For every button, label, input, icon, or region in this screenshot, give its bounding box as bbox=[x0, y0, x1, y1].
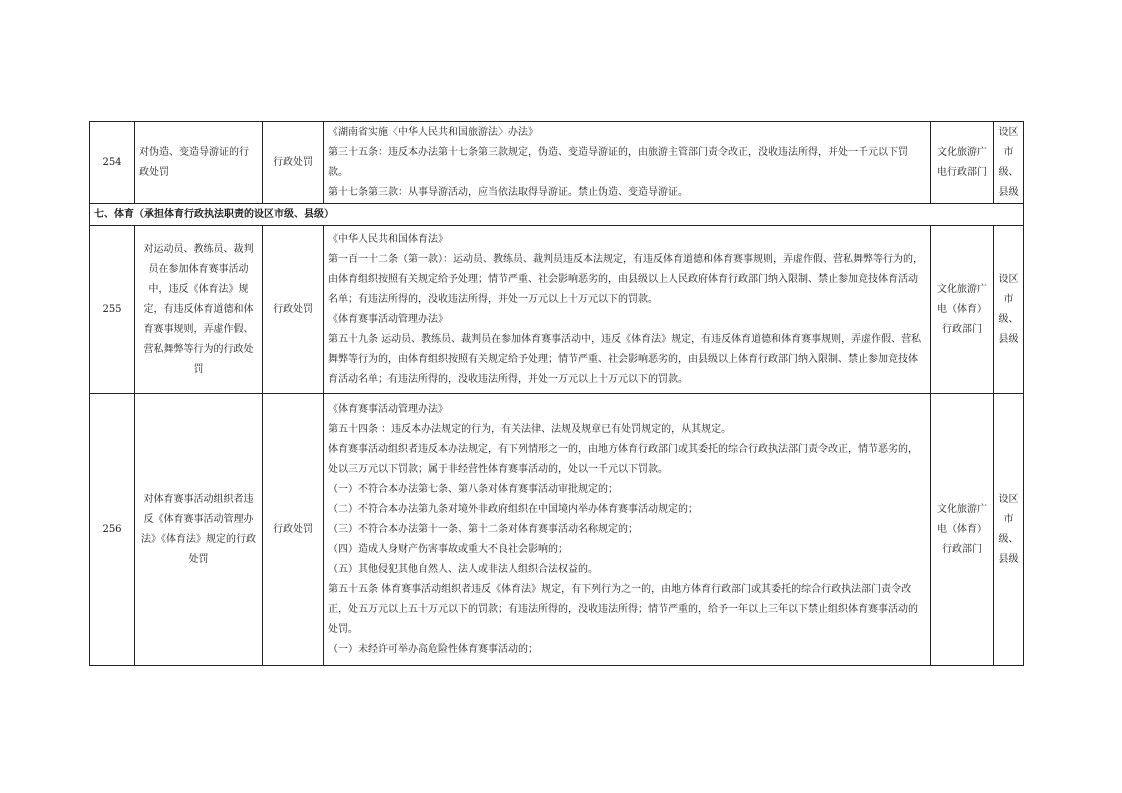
table-row bbox=[90, 122, 1024, 204]
jurisdiction-level: 设区市级、县级 bbox=[994, 226, 1024, 394]
penalty-item: 对体育赛事活动组织者违反《体育赛事活动管理办法》《体育法》规定的行政处罚 bbox=[135, 394, 263, 666]
basis-paragraph: 《体育赛事活动管理办法》 bbox=[328, 403, 448, 415]
basis-paragraph: （五）其他侵犯其他自然人、法人或非法人组织合法权益的。 bbox=[328, 563, 598, 575]
penalty-item: 对伪造、变造导游证的行政处罚 bbox=[135, 122, 263, 204]
basis-paragraph: 《中华人民共和国体育法》 bbox=[328, 233, 448, 245]
table-row bbox=[90, 226, 1024, 394]
basis-paragraph: 第五十五条 体育赛事活动组织者违反《体育法》规定，有下列行为之一的，由地方体育行政部门或其委托的综合行政执法部门责令改正，处五万元以上五十万元以下的罚款；有违法所得的，没收违法所得；情节严重的，给予一年以上三年以下禁止组织体育赛事活动的处罚。 bbox=[328, 583, 918, 635]
legal-basis bbox=[324, 122, 931, 204]
penalty-kind: 行政处罚 bbox=[263, 122, 324, 204]
basis-paragraph: 第五十四条 ：违反本办法规定的行为，有关法律、法规及规章已有处罚规定的，从其规定。 bbox=[328, 423, 732, 435]
basis-paragraph: （一）不符合本办法第七条、第八条对体育赛事活动审批规定的； bbox=[328, 483, 618, 495]
penalty-kind: 行政处罚 bbox=[263, 226, 324, 394]
legal-basis bbox=[324, 226, 931, 394]
row-number: 255 bbox=[90, 226, 135, 394]
basis-paragraph: 《湖南省实施〈中华人民共和国旅游法〉办法》 bbox=[328, 126, 538, 138]
penalty-table bbox=[89, 121, 1024, 666]
basis-paragraph: （二）不符合本办法第九条对境外非政府组织在中国境内举办体育赛事活动规定的； bbox=[328, 503, 698, 515]
row-number: 256 bbox=[90, 394, 135, 666]
row-number: 254 bbox=[90, 122, 135, 204]
basis-paragraph: 体育赛事活动组织者违反本办法规定，有下列情形之一的，由地方体育行政部门或其委托的综合行政执法部门责令改正，情节恶劣的，处以三万元以下罚款；属于非经营性体育赛事活动的，处以一千元以下罚款。 bbox=[328, 443, 918, 475]
section-title: 七、体育（承担体育行政执法职责的设区市级、县级） bbox=[90, 204, 1024, 226]
basis-paragraph: 第十七条第三款：从事导游活动，应当依法取得导游证。禁止伪造、变造导游证。 bbox=[328, 186, 688, 198]
table-row bbox=[90, 394, 1024, 666]
penalty-kind: 行政处罚 bbox=[263, 394, 324, 666]
basis-paragraph: （一）未经许可举办高危险性体育赛事活动的； bbox=[328, 643, 538, 655]
basis-paragraph: 第一百一十二条（第一款）：运动员、教练员、裁判员违反本法规定，有违反体育道德和体育赛事规则，弄虚作假、营私舞弊等行为的，由体育组织按照有关规定给予处理；情节严重、社会影响恶劣的，由县级以上人民政府体育行政部门纳入限制、禁止参加竞技体育活动名单；有违法所得的，没收违法所得，并处一万元以上十万元以下的罚款。 bbox=[328, 253, 923, 305]
basis-paragraph: 第五十九条 运动员、教练员、裁判员在参加体育赛事活动中，违反《体育法》规定，有违反体育道德和体育赛事规则，弄虚作假、营私舞弊等行为的，由体育组织按照有关规定给予处理；情节严重、社会影响恶劣的，由县级以上体育行政部门纳入限制、禁止参加竞技体育活动名单；有违法所得的，没收违法所得，并处一万元以上十万元以下的罚款。 bbox=[328, 333, 922, 385]
legal-basis bbox=[324, 394, 931, 666]
penalty-item: 对运动员、教练员、裁判员在参加体育赛事活动中，违反《体育法》规定，有违反体育道德和体育赛事规则，弄虚作假、营私舞弊等行为的行政处罚 bbox=[135, 226, 263, 394]
basis-paragraph: 第三十五条：违反本办法第十七条第三款规定，伪造、变造导游证的，由旅游主管部门责令改正，没收违法所得，并处一千元以下罚款。 bbox=[328, 146, 908, 178]
enforcement-department: 文化旅游广电（体育）行政部门 bbox=[931, 394, 994, 666]
enforcement-department: 文化旅游广电行政部门 bbox=[931, 122, 994, 204]
enforcement-department: 文化旅游广电（体育）行政部门 bbox=[931, 226, 994, 394]
basis-paragraph: （四）造成人身财产伤害事故或重大不良社会影响的； bbox=[328, 543, 568, 555]
section-row bbox=[90, 204, 1024, 226]
basis-paragraph: 《体育赛事活动管理办法》 bbox=[328, 313, 448, 325]
jurisdiction-level: 设区市级、县级 bbox=[994, 394, 1024, 666]
basis-paragraph: （三）不符合本办法第十一条、第十二条对体育赛事活动名称规定的； bbox=[328, 523, 638, 535]
jurisdiction-level: 设区市级、县级 bbox=[994, 122, 1024, 204]
